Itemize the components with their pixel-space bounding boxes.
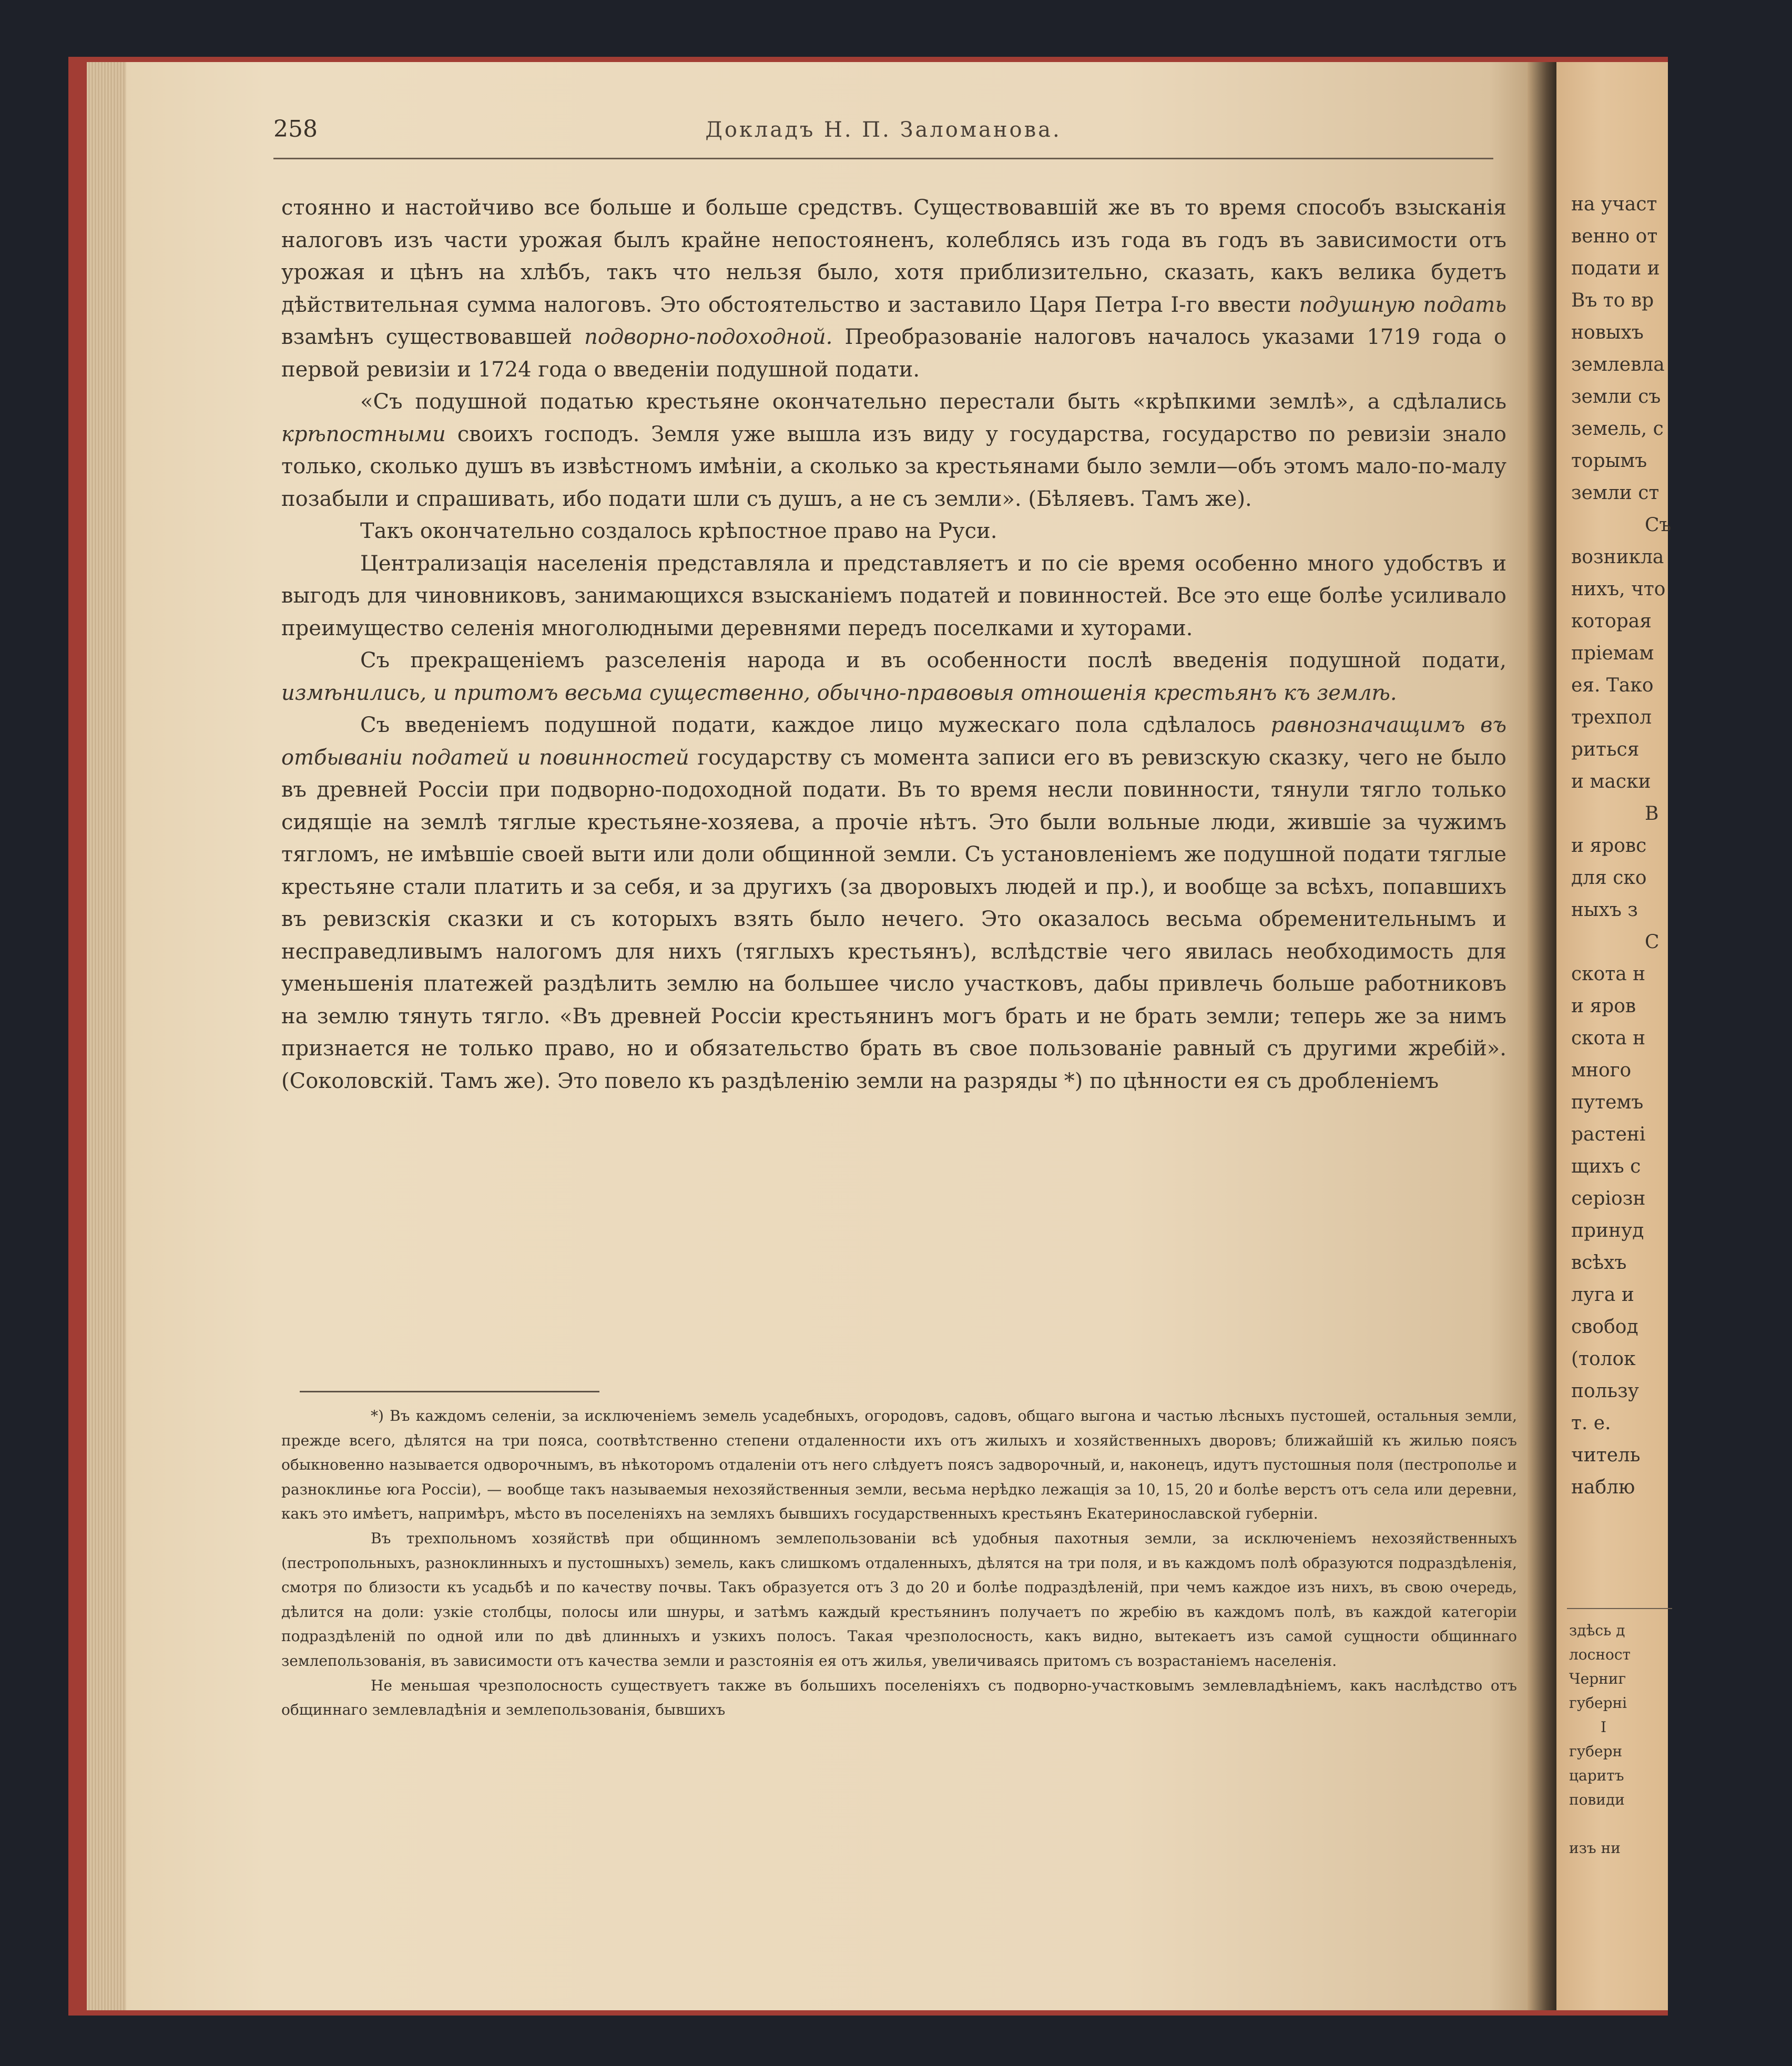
next-page-line: наблю [1571,1477,1635,1498]
next-page-line: С [1645,931,1659,953]
paragraph: «Съ подушной податью крестьяне окончательно перестали быть «крѣпкими землѣ», а сдѣлались крѣпостными своихъ господъ. Земля уже вышла изъ виду у государства, государство по ревизіи знало только, сколько душъ въ извѣстномъ имѣніи, а сколько за крестьянами было земли—объ этомъ мало-по-малу позабыли и спрашивать, ибо подати шли съ душъ, а не съ земли». (Бѣляевъ. Тамъ же). [281,390,1506,511]
next-page-footnotes [1569,1619,1790,1860]
next-page-footnote-line: изъ ни [1569,1839,1621,1857]
next-page-line: ея. Тако [1571,675,1654,696]
next-page-text [1571,188,1792,1503]
footnote-paragraph: *) Въ каждомъ селеніи, за исключеніемъ земель усадебныхъ, огородовъ, садовъ, общаго выгона и частью лѣсныхъ пустошей, остальныя земли, прежде всего, дѣлятся на три пояса, соотвѣтственно степени отдаленности ихъ отъ жилыхъ и хозяйственныхъ дворовъ; ближайшій къ жилью поясъ обыкновенно называется одворочнымъ, въ нѣкоторомъ отдаленіи отъ него слѣдуетъ поясъ задворочный, и, наконецъ, идутъ пустошныя поля (пестрополье и разноклинье юга Россіи), — вообще такъ называемыя нехозяйственныя земли, весьма нерѣдко лежащія за 10, 15, 20 и болѣе верстъ отъ села или деревни, какъ это имѣетъ, напримѣръ, мѣсто въ поселеніяхъ на земляхъ бывшихъ государственныхъ крестьянъ Екатеринославской губерніи. [281,1407,1517,1523]
footnotes [281,1404,1517,1723]
next-page-footnote-line: лосност [1569,1646,1631,1663]
page-header [273,116,1493,158]
next-page-footnote-line: Черниг [1569,1670,1626,1687]
next-page-line: землевла [1571,354,1665,375]
next-page-fragment [1556,62,1672,2010]
next-page-line: ныхъ з [1571,899,1638,921]
paragraph: стоянно и настойчиво все больше и больше средствъ. Существовавшій же въ то время способъ взысканія налоговъ изъ части урожая былъ крайне непостояненъ, колеблясь изъ года въ годъ въ зависимости отъ урожая и цѣнъ на хлѣбъ, такъ что нельзя было, хотя приблизительно, сказать, какъ велика будетъ дѣйствительная сумма налоговъ. Это обстоятельство и заставило Царя Петра I-го ввести подушную подать взамѣнъ существовавшей подворно-подоходной. Преобразованіе налоговъ началось указами 1719 года о первой ревизіи и 1724 года о введеніи подушной подати. [281,196,1506,382]
next-page-line: читель [1571,1444,1641,1466]
next-page-line: всѣхъ [1571,1252,1627,1274]
next-page-footnote-line: здѣсь д [1569,1622,1625,1639]
next-page-line: пользу [1571,1380,1639,1402]
next-page-footnote-line: губерн [1569,1743,1623,1760]
next-page-line: много [1571,1060,1632,1081]
next-page-line: торымъ [1571,450,1647,472]
footnote-rule [300,1391,599,1392]
paragraph: Такъ окончательно создалось крѣпостное право на Руси. [360,519,997,543]
next-page-line: В [1645,803,1659,825]
next-page-line: (толок [1571,1348,1636,1370]
next-page-footnote-line [1569,1812,1790,1836]
next-page-line: Въ то вр [1571,290,1654,311]
next-page-line: серіозн [1571,1188,1646,1209]
next-page-line: земли съ [1571,386,1661,408]
next-page-line: принуд [1571,1220,1644,1241]
paragraph: Съ прекращеніемъ разселенія народа и въ особенности послѣ введенія подушной подати, измѣнились, и притомъ весьма существенно, обычно-правовыя отношенія крестьянъ къ землѣ. [281,648,1506,705]
next-page-line: земли ст [1571,482,1659,504]
next-page-line: пріемам [1571,643,1654,664]
footnote-paragraph: Не меньшая чрезполосность существуетъ также въ большихъ поселеніяхъ съ подворно-участковымъ землевладѣніемъ, какъ наслѣдство отъ общиннаго землевладѣнія и землепользованія, бывшихъ [281,1676,1517,1719]
next-page-footnote-line: царитъ [1569,1767,1624,1784]
header-rule [273,158,1493,159]
book-gutter [1528,62,1559,2010]
next-page-line: путемъ [1571,1092,1644,1113]
next-page-line: венно от [1571,226,1658,247]
next-page-line: скота н [1571,1027,1646,1049]
next-page-line: свобод [1571,1316,1638,1338]
next-page-line: т. е. [1571,1412,1611,1434]
next-page-line: скота н [1571,963,1646,985]
next-page-footnote-line: I [1601,1718,1607,1736]
next-page-line: нихъ, что [1571,578,1666,600]
next-page-line: луга и [1571,1284,1634,1306]
next-page-footnote-line: повиди [1569,1791,1625,1808]
next-page-footnote-rule [1567,1608,1672,1609]
next-page-line: которая [1571,610,1652,632]
next-page-line: щихъ с [1571,1156,1641,1177]
next-page-line: риться [1571,739,1640,760]
next-page-line: возникла [1571,546,1664,568]
next-page-line: и яров [1571,995,1636,1017]
next-page-line: для ско [1571,867,1647,889]
next-page-line: трехпол [1571,707,1652,728]
next-page-line: и маски [1571,771,1651,792]
next-page-line: Съ [1645,514,1672,536]
next-page-line: растені [1571,1124,1646,1145]
next-page-line: подати и [1571,258,1660,279]
next-page-footnote-line: губерні [1569,1694,1627,1712]
paragraph: Съ введеніемъ подушной подати, каждое лицо мужескаго пола сдѣлалось равнозначащимъ въ отбываніи податей и повинностей государству съ момента записи его въ ревизскую сказку, чего не было въ древней Россіи при подворно-подоходной подати. Въ то время несли повинности, тянули тягло только сидящіе на землѣ тяглые крестьяне-хозяева, а прочіе нѣтъ. Это были вольные люди, жившіе за чужимъ тягломъ, не имѣвшіе своей выти или доли общинной земли. Съ установленіемъ же подушной подати тяглые крестьяне стали платить и за себя, и за другихъ (за дворовыхъ людей и пр.), и вообще за всѣхъ, попавшихъ въ ревизскія сказки и съ которыхъ взять было нечего. Это оказалось весьма обременительнымъ и несправедливымъ налогомъ для нихъ (тяглыхъ крестьянъ), вслѣдствіе чего явилась необходимость для уменьшенія платежей раздѣлить землю на большее число участковъ, дабы привлечь больше работниковъ на землю тянуть тягло. «Въ древней Россіи крестьянинъ могъ брать и не брать земли; теперь же за нимъ признается не только право, но и обязательство брать въ свое пользованіе равный съ другими жребій». (Соколовскій. Тамъ же). Это повело къ раздѣленію земли на разряды *) по цѣнности ея съ дробленіемъ [281,713,1507,1093]
next-page-line: новыхъ [1571,322,1644,343]
next-page-line: на участ [1571,194,1657,215]
next-page-line: и яровс [1571,835,1647,857]
footnote-paragraph: Въ трехпольномъ хозяйствѣ при общинномъ землепользованіи всѣ удобныя пахотныя земли, за исключеніемъ нехозяйственныхъ (пестропольныхъ, разноклинныхъ и пустошныхъ) земель, какъ слишкомъ отдаленныхъ, дѣлятся на три поля, и въ каждомъ полѣ образуются подраздѣленія, смотря по близости къ усадьбѣ и по качеству почвы. Такъ образуется отъ 3 до 20 и болѣе подраздѣленій, при чемъ каждое изъ нихъ, въ свою очередь, дѣлится на доли: узкіе столбцы, полосы или шнуры, и затѣмъ каждый крестьянинъ получаетъ по жребію въ каждомъ полѣ, въ каждой категоріи подраздѣленій по одной или по двѣ длинныхъ и узкихъ полосъ. Такая чрезполосность, какъ видно, вытекаетъ изъ самой сущности общиннаго землепользованія, въ зависимости отъ качества земли и разстоянія ея отъ жилья, увеличиваясь притомъ съ возрастаніемъ населенія. [281,1529,1517,1670]
running-title: Докладъ Н. П. Заломанова. [705,118,1062,142]
main-text [281,192,1506,1097]
paragraph: Централизація населенія представляла и представляетъ и по сіе время особенно много удобствъ и выгодъ для чиновниковъ, занимающихся взысканіемъ податей и повинностей. Все это еще болѣе усиливало преимущество селенія многолюдными деревнями передъ поселками и хуторами. [281,551,1506,640]
page-number: 258 [273,116,318,143]
next-page-line: земель, с [1571,418,1664,440]
